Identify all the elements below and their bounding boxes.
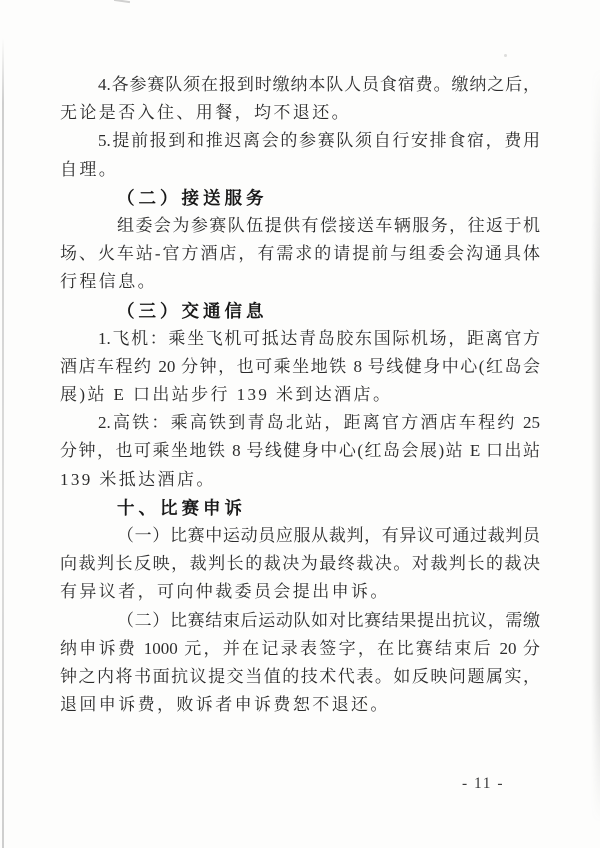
text-line: 自理。 <box>60 159 119 179</box>
section-heading: 十、比赛申诉 <box>117 497 246 518</box>
text-line: 组委会为参赛队伍提供有偿接送车辆服务，往返于机 <box>117 215 540 235</box>
scan-speck <box>504 54 507 57</box>
text-line: 钟之内将书面抗议提交当值的技术代表。如反映问题属实， <box>60 666 540 686</box>
text-line: 纳申诉费 1000 元，并在记录表签字，在比赛结束后 20 分 <box>60 638 540 658</box>
text-line: 退回申诉费，败诉者申诉费恕不退还。 <box>60 695 390 715</box>
text-line: 1.飞机：乘坐飞机可抵达青岛胶东国际机场，距离官方 <box>98 328 540 348</box>
text-line: 分钟，也可乘坐地铁 8 号线健身中心(红岛会展)站 E 口出站 <box>60 441 540 461</box>
text-line: （二）比赛结束后运动队如对比赛结果提出抗议，需缴 <box>117 610 540 630</box>
text-line: 139 米抵达酒店。 <box>60 469 216 489</box>
scan-speck-top <box>114 0 130 3</box>
text-line: 有异议者，可向仲裁委员会提出申诉。 <box>60 582 390 602</box>
text-line: （一）比赛中运动员应服从裁判，有异议可通过裁判员 <box>117 526 540 545</box>
text-line: 酒店车程约 20 分钟，也可乘坐地铁 8 号线健身中心(红岛会 <box>60 356 540 376</box>
text-line: 2.高铁：乘高铁到青岛北站，距离官方酒店车程约 25 <box>98 413 540 433</box>
text-line: 5.提前报到和推迟离会的参赛队须自行安排食宿，费用 <box>98 131 540 151</box>
scan-edge-left-line <box>2 38 4 848</box>
text-line: 向裁判长反映，裁判长的裁决为最终裁决。对裁判长的裁决 <box>60 554 540 574</box>
text-line: 行程信息。 <box>60 272 157 292</box>
section-heading: （三）交通信息 <box>117 300 268 321</box>
text-line: 展)站 E 口出站步行 139 米到达酒店。 <box>60 385 393 405</box>
page-number: - 11 - <box>462 775 504 792</box>
document-body <box>60 71 540 719</box>
scan-shadow-right <box>591 0 600 848</box>
text-line: 4.各参赛队须在报到时缴纳本队人员食宿费。缴纳之后， <box>98 75 540 94</box>
section-heading: （二）接送服务 <box>117 187 268 208</box>
text-line: 无论是否入住、用餐，均不退还。 <box>60 103 351 123</box>
text-line: 场、火车站-官方酒店，有需求的请提前与组委会沟通具体 <box>60 244 540 264</box>
